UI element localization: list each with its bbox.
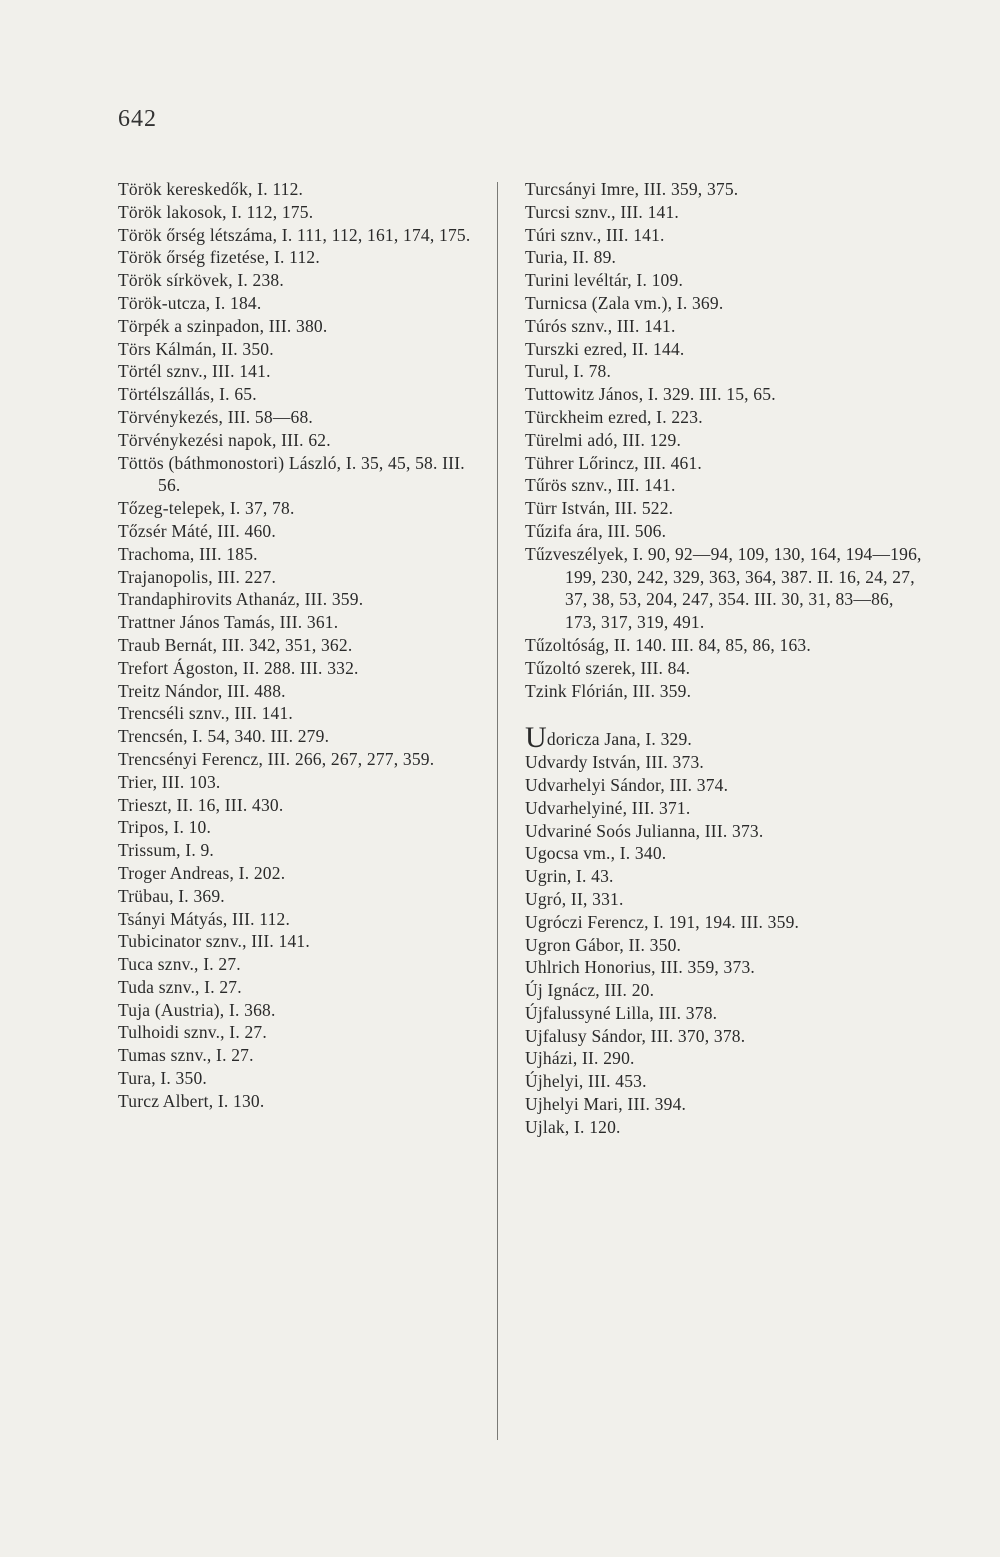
index-entry: Trattner János Tamás, III. 361.	[118, 612, 339, 633]
index-entry: Tűzveszélyek, I. 90, 92—94, 109, 130, 164, 194—196, 199, 230, 242, 329, 363, 364, 387. II. 16, 24, 27, 37, 38, 53, 204, 247, 354. III. 30, 31, 83—86, 173, 317, 319, 491.	[525, 543, 922, 633]
index-entry: Újhelyi, III. 453.	[525, 1071, 647, 1092]
index-entry: Tűzifa ára, III. 506.	[525, 520, 667, 541]
index-entry: Török őrség fizetése, I. 112.	[118, 247, 320, 268]
index-entry: Tűrös sznv., III. 141.	[525, 475, 676, 496]
index-entry: Traub Bernát, III. 342, 351, 362.	[118, 634, 353, 655]
index-entry: Törtél sznv., III. 141.	[118, 361, 271, 382]
index-entry: Trieszt, II. 16, III. 430.	[118, 794, 284, 815]
index-entry: Tzink Flórián, III. 359.	[525, 680, 692, 701]
index-entry: Uhlrich Honorius, III. 359, 373.	[525, 957, 755, 978]
index-entry: Török őrség létszáma, I. 111, 112, 161, 174, 175.	[118, 224, 471, 245]
column-divider	[497, 182, 498, 1440]
index-entry: Ujhelyi Mari, III. 394.	[525, 1094, 687, 1115]
index-entry: Tura, I. 350.	[118, 1068, 207, 1089]
index-entry: Tuja (Austria), I. 368.	[118, 999, 276, 1020]
index-entry: Trübau, I. 369.	[118, 885, 225, 906]
index-entry: Turszki ezred, II. 144.	[525, 338, 685, 359]
index-entry: Tripos, I. 10.	[118, 817, 212, 838]
index-entry: Tuda sznv., I. 27.	[118, 976, 242, 997]
index-entry: Turnicsa (Zala vm.), I. 369.	[525, 292, 724, 313]
left-column	[118, 178, 488, 1113]
index-entry: Udvardy István, III. 373.	[525, 752, 704, 773]
index-entry: Turia, II. 89.	[525, 247, 617, 268]
index-entry: Ujfalusy Sándor, III. 370, 378.	[525, 1025, 746, 1046]
index-entry: Turcz Albert, I. 130.	[118, 1090, 265, 1111]
index-entry: Türckheim ezred, I. 223.	[525, 406, 703, 427]
section-gap	[525, 702, 925, 728]
index-entry: Tuca sznv., I. 27.	[118, 954, 241, 975]
index-entry	[525, 721, 925, 755]
index-entry: Ujlak, I. 120.	[525, 1116, 621, 1137]
index-entry: Török sírkövek, I. 238.	[118, 270, 284, 291]
index-entry: Törvénykezés, III. 58—68.	[118, 406, 314, 427]
index-entry: Treitz Nándor, III. 488.	[118, 680, 286, 701]
index-entry: Tuttowitz János, I. 329. III. 15, 65.	[525, 384, 776, 405]
index-entry: Trissum, I. 9.	[118, 840, 214, 861]
index-entry: Török-utcza, I. 184.	[118, 292, 262, 313]
index-entry: Tsányi Mátyás, III. 112.	[118, 908, 291, 929]
index-entry: Török lakosok, I. 112, 175.	[118, 201, 314, 222]
index-entry: Tűzoltóság, II. 140. III. 84, 85, 86, 163.	[525, 634, 811, 655]
index-entry: Trier, III. 103.	[118, 771, 221, 792]
index-entry: Udvarhelyi Sándor, III. 374.	[525, 774, 729, 795]
index-entry: Török kereskedők, I. 112.	[118, 179, 304, 199]
index-entry: Tűzoltó szerek, III. 84.	[525, 657, 691, 678]
right-column-u-entries	[525, 751, 925, 1139]
index-entry: Törtélszállás, I. 65.	[118, 384, 257, 405]
index-entry: Troger Andreas, I. 202.	[118, 862, 286, 883]
index-entry: Trencséli sznv., III. 141.	[118, 703, 293, 724]
index-entry: Tőzsér Máté, III. 460.	[118, 520, 276, 541]
index-entry-text: doricza Jana, I. 329.	[546, 729, 692, 750]
index-entry: Turcsi sznv., III. 141.	[525, 201, 679, 222]
right-column	[525, 178, 925, 1139]
index-entry: Ugocsa vm., I. 340.	[525, 843, 667, 864]
index-entry: Turini levéltár, I. 109.	[525, 270, 684, 291]
section-initial: U	[525, 721, 547, 755]
index-entry: Trefort Ágoston, II. 288. III. 332.	[118, 657, 359, 678]
index-entry: Túri sznv., III. 141.	[525, 224, 665, 245]
index-entry: Ugró, II, 331.	[525, 888, 624, 909]
index-entry: Turul, I. 78.	[525, 361, 612, 382]
index-entry: Tulhoidi sznv., I. 27.	[118, 1022, 267, 1043]
index-entry: Törvénykezési napok, III. 62.	[118, 429, 331, 450]
index-entry: Ujházi, II. 290.	[525, 1048, 635, 1069]
index-entry: Udvariné Soós Julianna, III. 373.	[525, 820, 764, 841]
index-entry: Trachoma, III. 185.	[118, 543, 258, 564]
index-entry: Újfalussyné Lilla, III. 378.	[525, 1002, 718, 1023]
index-entry: Trajanopolis, III. 227.	[118, 566, 277, 587]
index-entry: Ugrin, I. 43.	[525, 866, 614, 887]
index-entry: Új Ignácz, III. 20.	[525, 980, 655, 1001]
index-entry: Tührer Lőrincz, III. 461.	[525, 452, 703, 473]
index-entry: Turcsányi Imre, III. 359, 375.	[525, 179, 739, 199]
index-entry: Trencsényi Ferencz, III. 266, 267, 277, 359.	[118, 748, 435, 769]
index-entry: Trencsén, I. 54, 340. III. 279.	[118, 726, 330, 747]
index-entry: Ugron Gábor, II. 350.	[525, 934, 682, 955]
index-entry: Türelmi adó, III. 129.	[525, 429, 682, 450]
index-entry: Tubicinator sznv., III. 141.	[118, 931, 310, 952]
index-entry: Töttös (báthmonostori) László, I. 35, 45, 58. III. 56.	[118, 452, 465, 496]
index-entry: Ugróczi Ferencz, I. 191, 194. III. 359.	[525, 911, 800, 932]
index-entry: Trandaphirovits Athanáz, III. 359.	[118, 589, 364, 610]
right-column-t-entries	[525, 178, 925, 702]
index-entry: Túrós sznv., III. 141.	[525, 315, 676, 336]
index-entry: Tumas sznv., I. 27.	[118, 1045, 254, 1066]
index-entry: Tőzeg-telepek, I. 37, 78.	[118, 498, 295, 519]
index-entry: Törpék a szinpadon, III. 380.	[118, 315, 328, 336]
index-entry: Törs Kálmán, II. 350.	[118, 338, 274, 359]
index-entry: Udvarhelyiné, III. 371.	[525, 797, 691, 818]
index-entry: Türr István, III. 522.	[525, 498, 674, 519]
page-number: 642	[118, 106, 157, 132]
